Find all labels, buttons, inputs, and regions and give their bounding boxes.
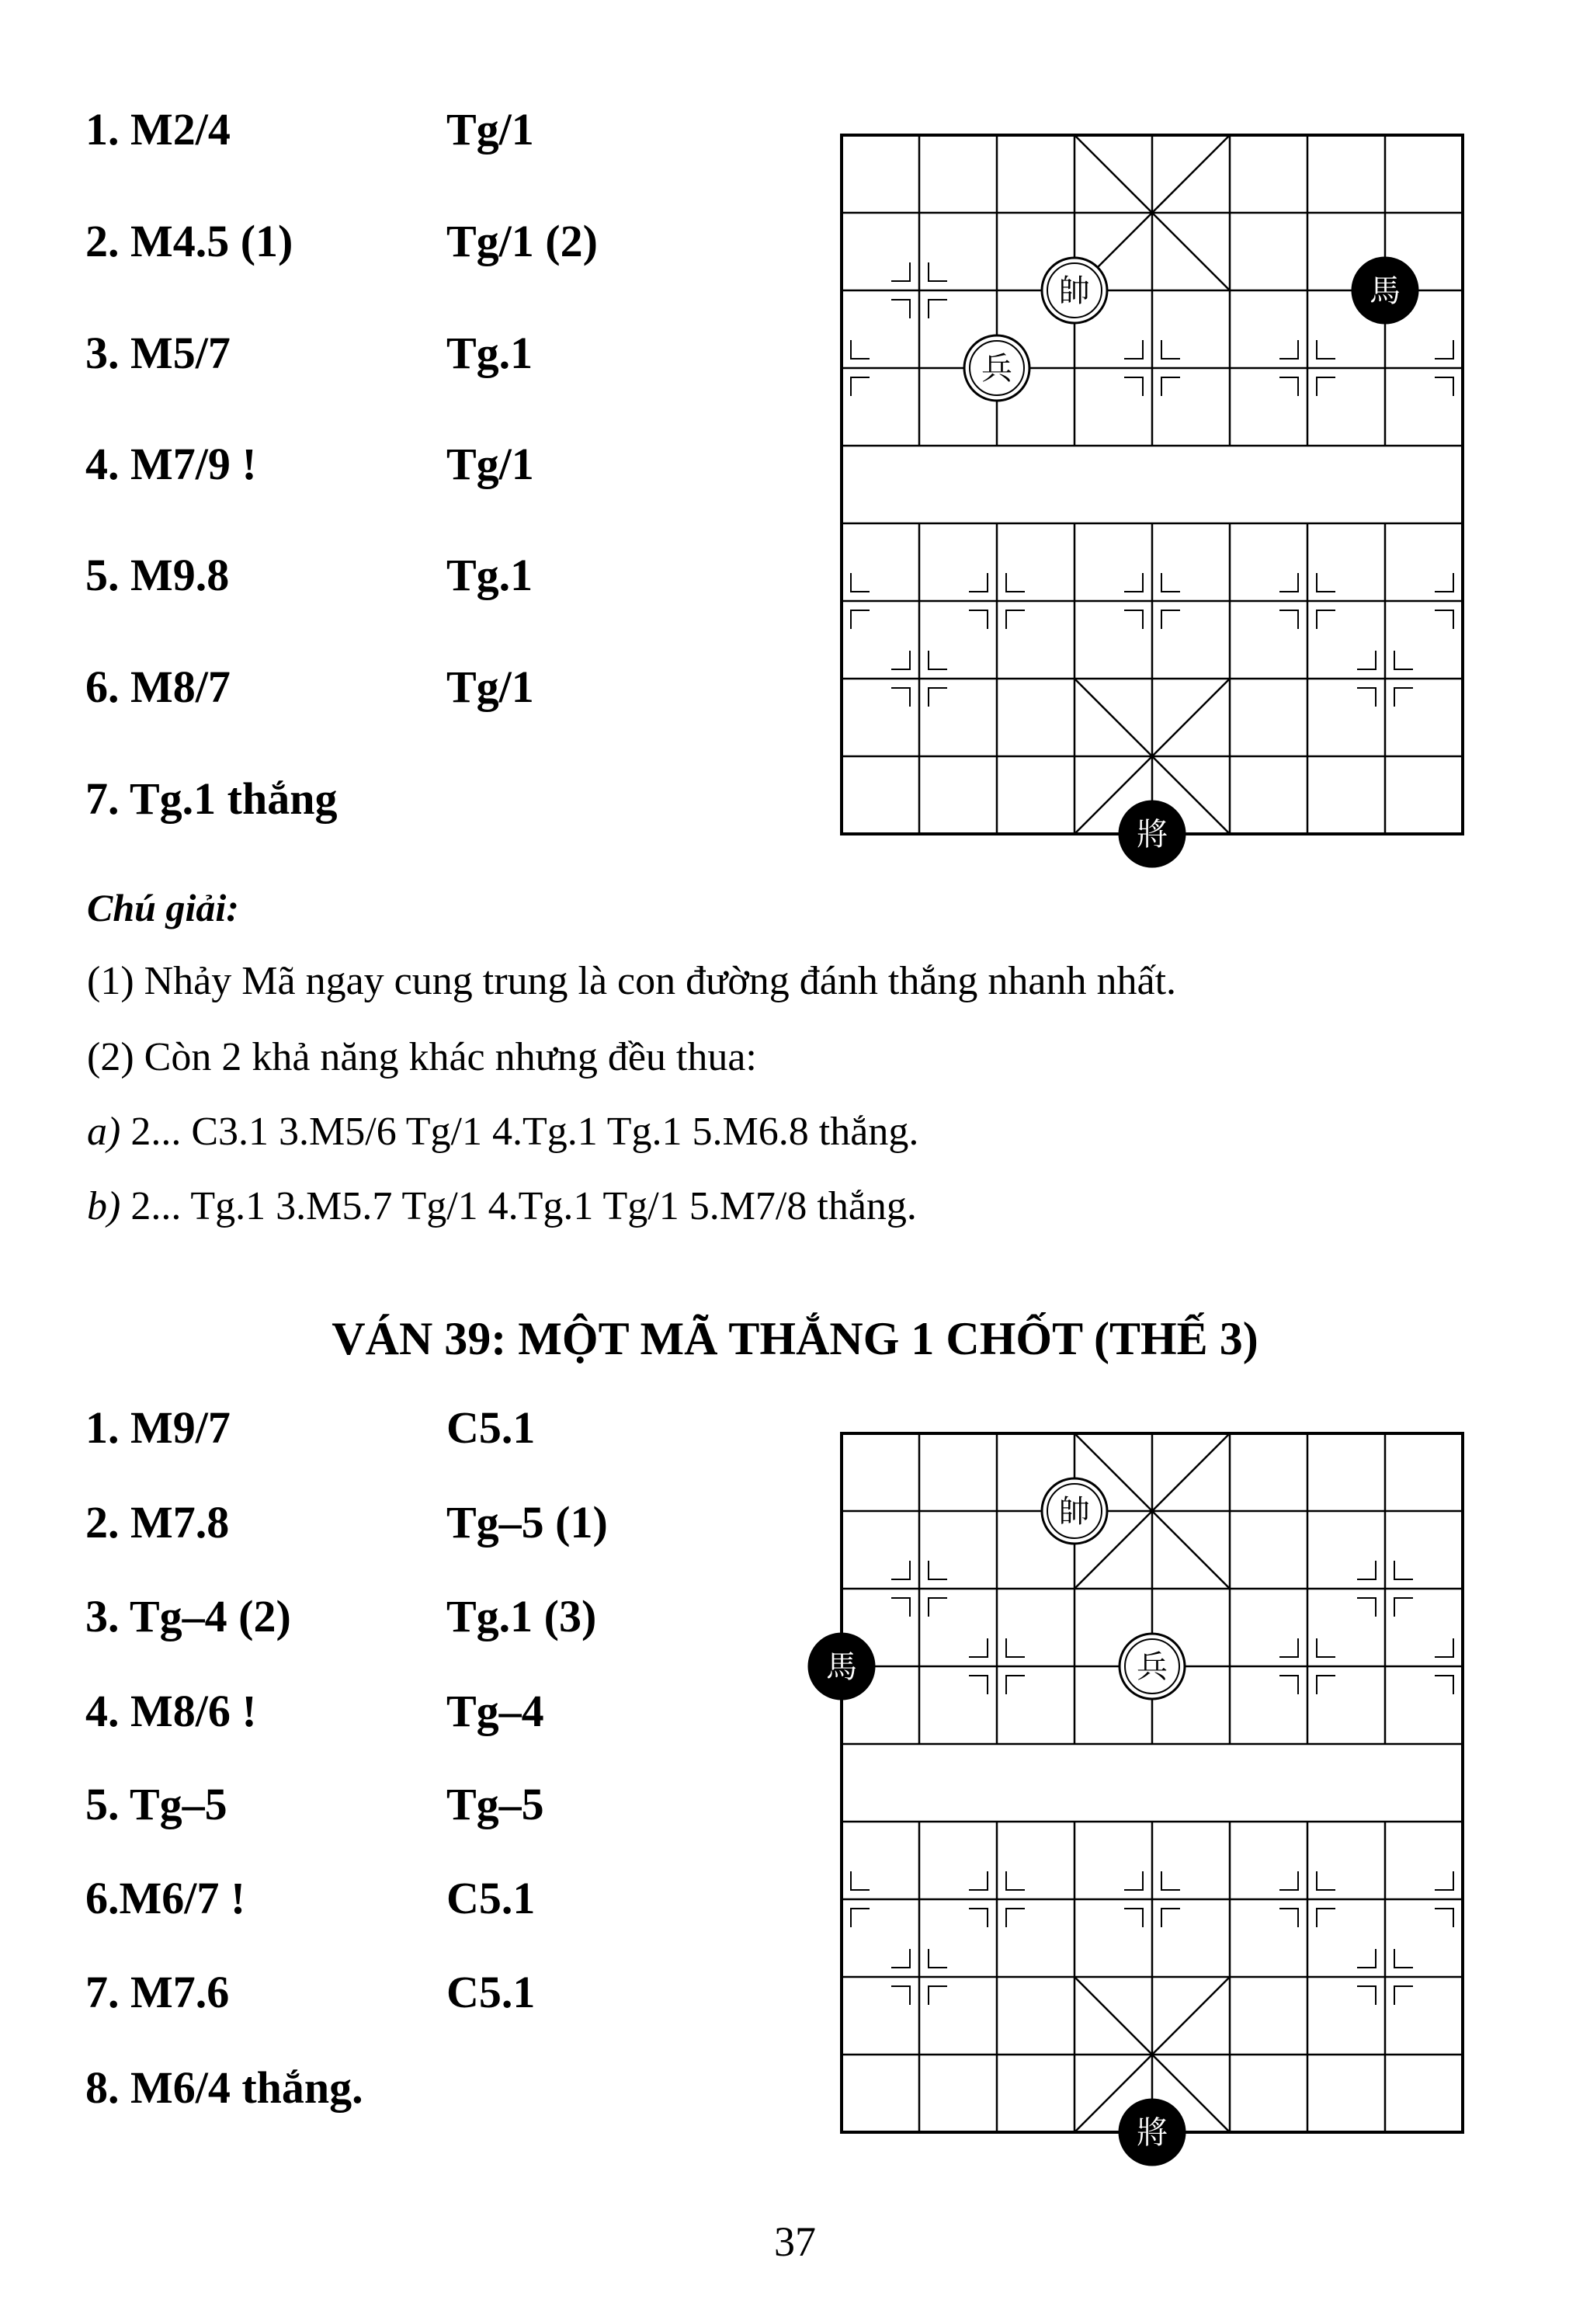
notes-title: Chú giải: [87, 886, 239, 929]
game38-piece-帥 [1042, 258, 1107, 323]
game39-heading: VÁN 39: MỘT MÃ THẮNG 1 CHỐT (THẾ 3) [332, 1313, 1258, 1364]
note-variation-a-label: a) [87, 1110, 121, 1154]
game39-move-4-white: 4. M8/6 ! [85, 1686, 257, 1736]
game38-move-3-black: Tg.1 [446, 328, 533, 378]
game38-move-5-white: 5. M9.8 [85, 550, 230, 600]
game38-move-6-black: Tg/1 [446, 662, 534, 712]
game38-move-2-black: Tg/1 (2) [446, 216, 598, 266]
game38-piece-label: 兵 [981, 351, 1012, 387]
game39-move-5-black: Tg–5 [446, 1779, 544, 1829]
game38-piece-兵 [964, 335, 1029, 401]
game39-piece-label: 兵 [1137, 1649, 1168, 1685]
game39-move-6-white: 6.M6/7 ! [85, 1873, 246, 1923]
game39-piece-馬 [809, 1634, 874, 1699]
game39-move-2-white: 2. M7.8 [85, 1497, 230, 1548]
game39-piece-兵 [1120, 1634, 1185, 1699]
game38-move-4-white: 4. M7/9 ! [85, 439, 257, 489]
game39-move-3-white: 3. Tg–4 (2) [85, 1591, 291, 1641]
game38-move-6-white: 6. M8/7 [85, 662, 231, 712]
game39-move-3-black: Tg.1 (3) [446, 1591, 597, 1641]
game39-piece-將 [1120, 2100, 1185, 2165]
note-variation-b-label: b) [87, 1184, 121, 1228]
game38-grid [842, 135, 1463, 834]
game39-move-6-black: C5.1 [446, 1873, 536, 1923]
note-variation-b [87, 1183, 917, 1229]
game38-move-2-white: 2. M4.5 (1) [85, 216, 293, 266]
note-variation-a [87, 1109, 918, 1155]
note-2: (2) Còn 2 khả năng khác nhưng đều thua: [87, 1035, 757, 1079]
game39-move-5-white: 5. Tg–5 [85, 1779, 227, 1829]
note-1: (1) Nhảy Mã ngay cung trung là con đường đánh thắng nhanh nhất. [87, 959, 1177, 1003]
game39-piece-label: 馬 [826, 1649, 857, 1685]
game39-move-8-white: 8. M6/4 thắng. [85, 2062, 363, 2113]
game39-grid [842, 1433, 1463, 2132]
game39-move-1-black: C5.1 [446, 1402, 536, 1453]
game38-piece-label: 馬 [1370, 273, 1401, 309]
game39-piece-帥 [1042, 1478, 1107, 1544]
game39-move-4-black: Tg–4 [446, 1686, 544, 1736]
game38-xiangqi-board [842, 135, 1463, 853]
game38-move-1-white: 1. M2/4 [85, 104, 231, 155]
game38-piece-馬 [1352, 258, 1418, 323]
game38-move-4-black: Tg/1 [446, 439, 534, 489]
game39-move-7-white: 7. M7.6 [85, 1967, 230, 2017]
game39-piece-label: 將 [1137, 2115, 1168, 2151]
game38-piece-label: 帥 [1059, 273, 1090, 309]
note-variation-b-text: 2... Tg.1 3.M5.7 Tg/1 4.Tg.1 Tg/1 5.M7/8 thắng. [120, 1184, 917, 1228]
page-number: 37 [774, 2218, 816, 2265]
game39-move-1-white: 1. M9/7 [85, 1402, 231, 1453]
game39-move-7-black: C5.1 [446, 1967, 536, 2017]
note-variation-a-text: 2... C3.1 3.M5/6 Tg/1 4.Tg.1 Tg.1 5.M6.8 thắng. [120, 1110, 919, 1154]
game39-move-2-black: Tg–5 (1) [446, 1497, 608, 1548]
game38-move-3-white: 3. M5/7 [85, 328, 231, 378]
game39-piece-label: 帥 [1059, 1494, 1090, 1530]
game38-move-1-black: Tg/1 [446, 104, 534, 155]
game38-piece-將 [1120, 801, 1185, 867]
game38-move-7-white: 7. Tg.1 thắng [85, 773, 338, 824]
game38-move-5-black: Tg.1 [446, 550, 533, 600]
game39-xiangqi-board [826, 1433, 1463, 2151]
game38-piece-label: 將 [1137, 817, 1168, 853]
